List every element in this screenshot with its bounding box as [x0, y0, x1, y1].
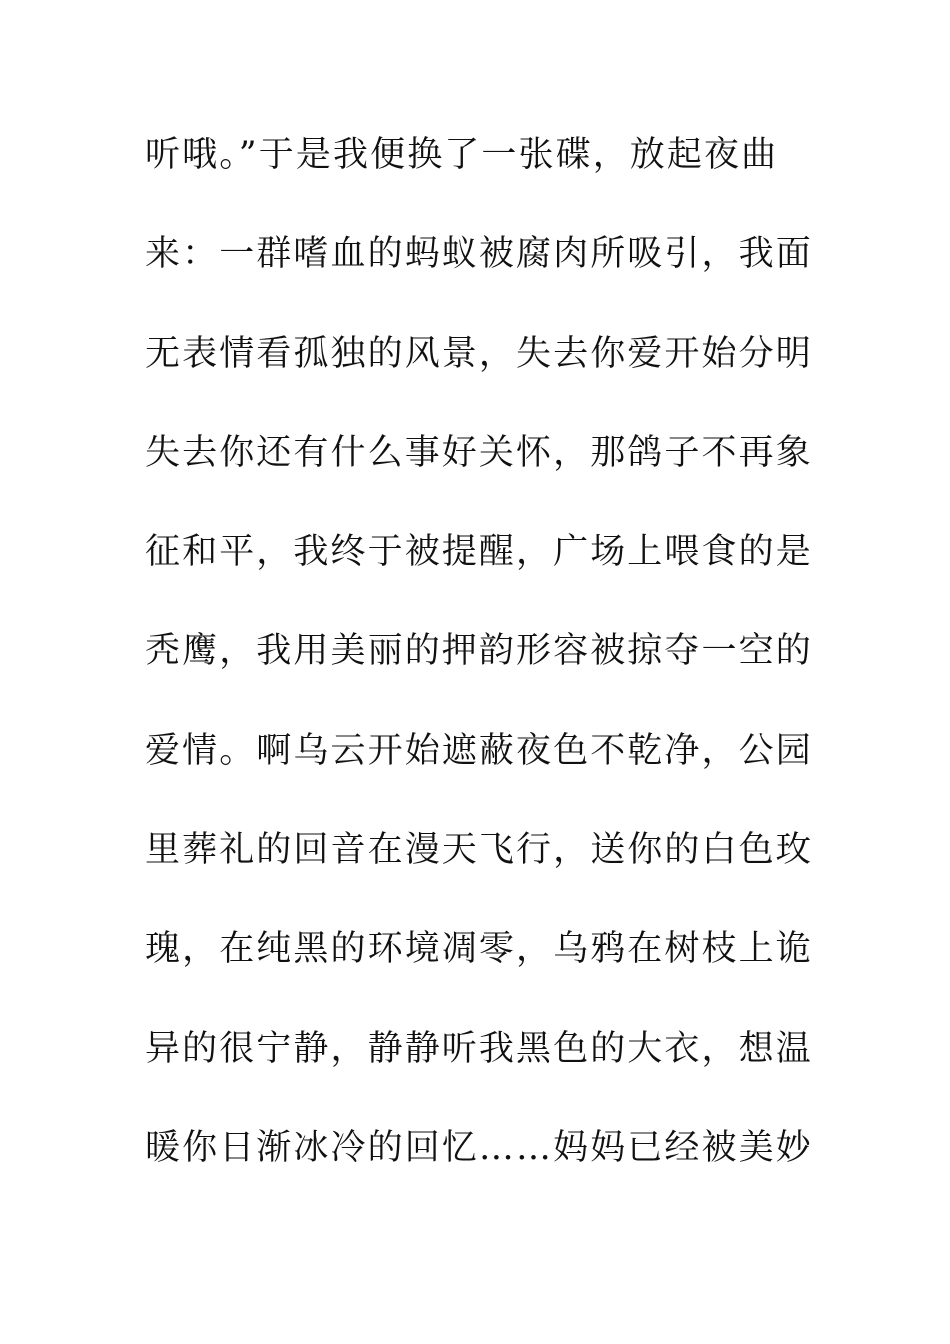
text-line-1: 听哦。”于是我便换了一张碟，放起夜曲 — [145, 135, 779, 175]
text-line-8: 里葬礼的回音在漫天飞行，送你的白色玫 — [145, 830, 813, 871]
text-line-6: 秃鹰，我用美丽的押韵形容被掠夺一空的 — [145, 631, 813, 672]
text-line-9: 瑰，在纯黑的环境凋零，乌鸦在树枝上诡 — [145, 929, 813, 970]
text-line-4: 失去你还有什么事好关怀，那鸽子不再象 — [145, 432, 813, 473]
text-line-3: 无表情看孤独的风景，失去你爱开始分明 — [145, 333, 813, 374]
body-text — [145, 120, 815, 1212]
text-line-7: 爱情。啊乌云开始遮蔽夜色不乾净，公园 — [145, 730, 813, 771]
text-line-5: 征和平，我终于被提醒，广场上喂食的是 — [145, 532, 813, 573]
text-line-10: 异的很宁静，静静听我黑色的大衣，想温 — [145, 1028, 813, 1069]
text-line-2: 来：一群嗜血的蚂蚁被腐肉所吸引，我面 — [145, 234, 813, 275]
text-line-11: 暖你日渐冰冷的回忆……妈妈已经被美妙 — [145, 1127, 813, 1168]
